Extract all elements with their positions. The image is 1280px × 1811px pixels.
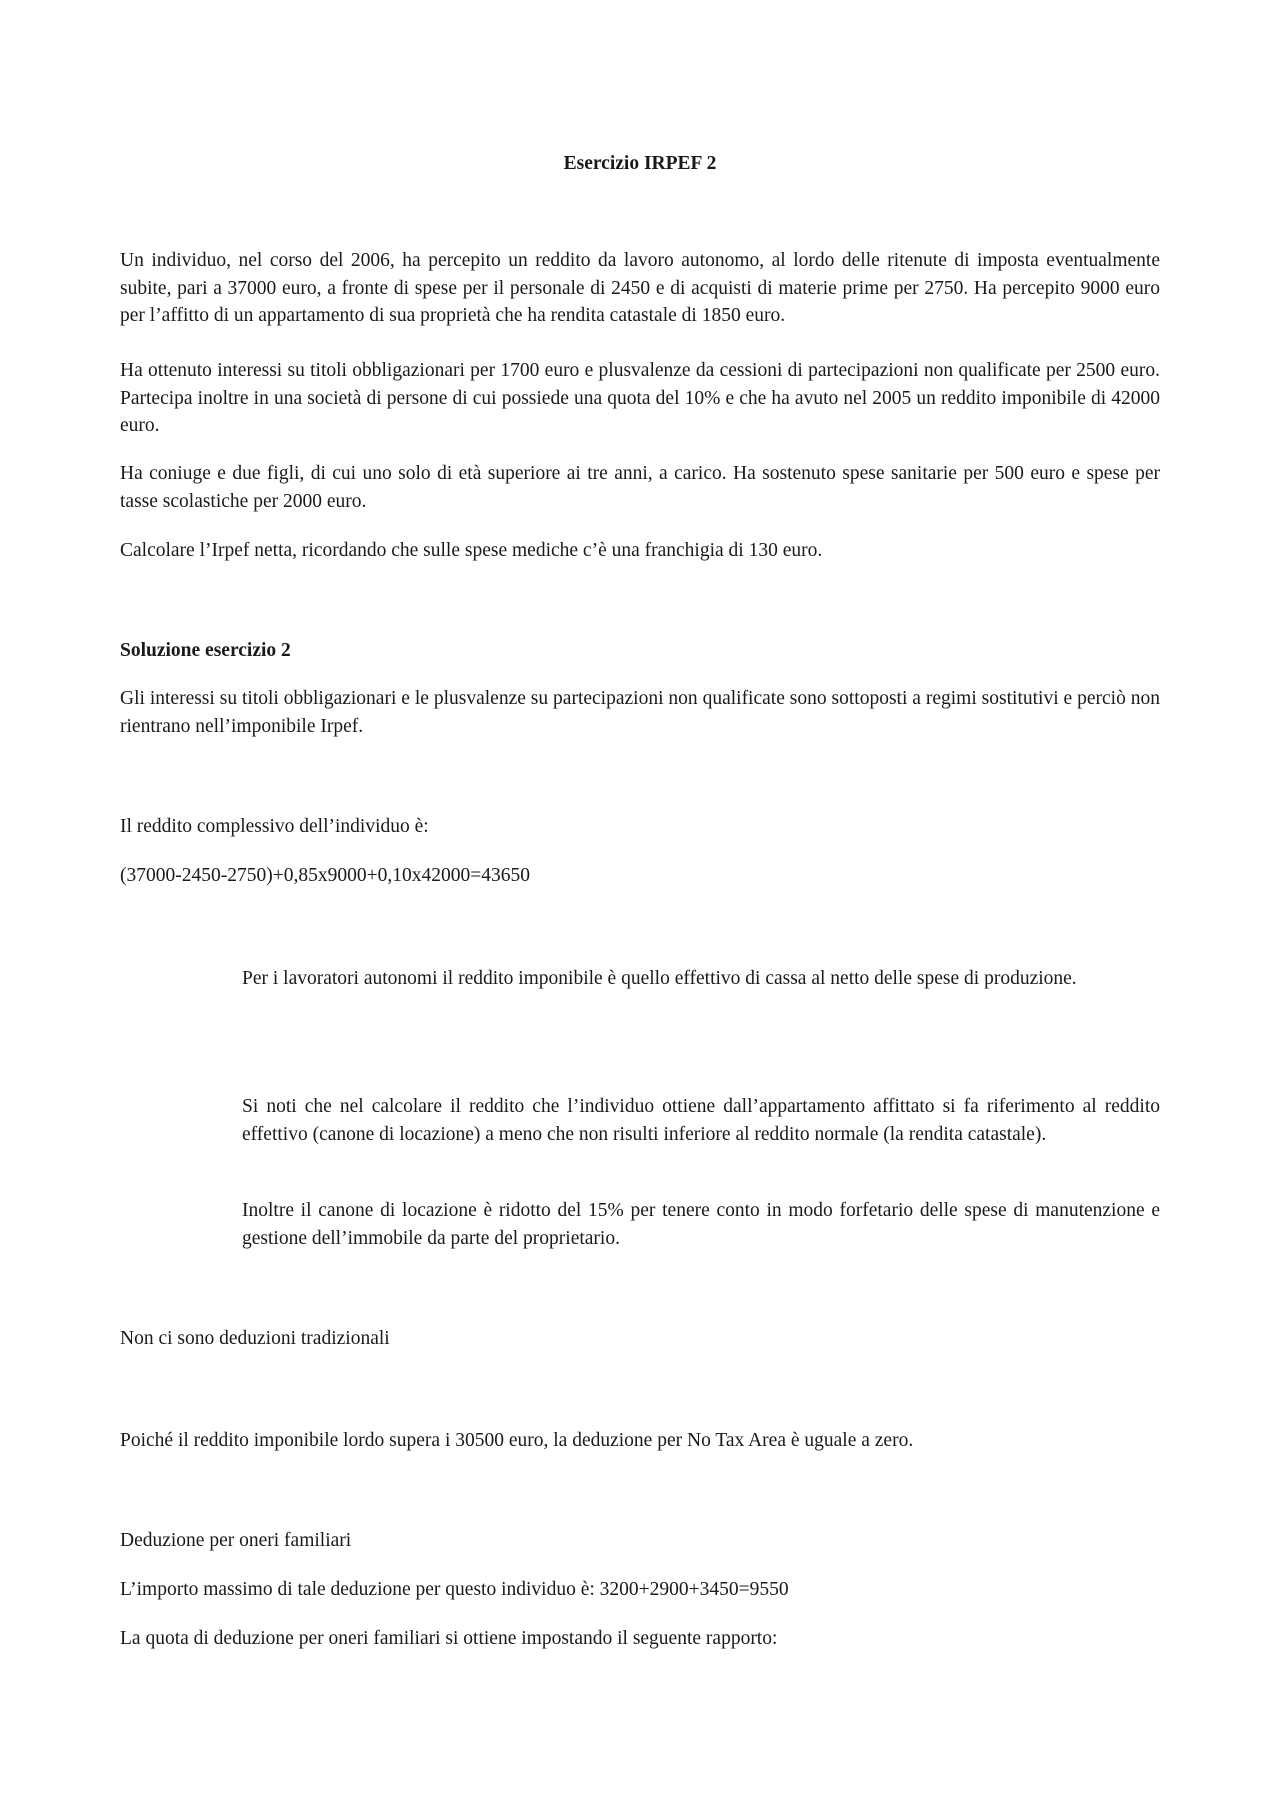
exercise-paragraph-2: Ha ottenuto interessi su titoli obbligazionari per 1700 euro e plusvalenze da cessioni di partecipazioni non qualificate per 2500 euro. Partecipa inoltre in una società di persone di cui possiede una quota del 10% e che ha avuto nel 2005 un reddito imponibile di 42000 euro. bbox=[120, 360, 1160, 436]
no-deductions-text: Non ci sono deduzioni tradizionali bbox=[120, 1328, 390, 1349]
exercise-paragraph-1: Un individuo, nel corso del 2006, ha percepito un reddito da lavoro autonomo, al lordo delle ritenute di imposta eventualmente subite, pari a 37000 euro, a fronte di spese per il personale di 2450 e di acquisti di materie prime per 2750. Ha percepito 9000 euro per l’affitto di un appartamento di sua proprietà che ha rendita catastale di 1850 euro. bbox=[120, 250, 1160, 326]
note-lavoratori-autonomi: Per i lavoratori autonomi il reddito imponibile è quello effettivo di cassa al netto delle spese di produzione. bbox=[242, 968, 1077, 989]
note-appartamento: Si noti che nel calcolare il reddito che l’individuo ottiene dall’appartamento affittato si fa riferimento al reddito effettivo (canone di locazione) a meno che non risulti inferiore al reddito normale (la rendita catastale). bbox=[242, 1096, 1160, 1145]
reddito-label: Il reddito complessivo dell’individuo è: bbox=[120, 816, 429, 837]
solution-intro: Gli interessi su titoli obbligazionari e le plusvalenze su partecipazioni non qualificate sono sottoposti a regimi sostitutivi e perciò non rientrano nell’imponibile Irpef. bbox=[120, 688, 1160, 737]
family-deduction-ratio: La quota di deduzione per oneri familiari si ottiene impostando il seguente rapporto: bbox=[120, 1628, 778, 1649]
family-deduction-max: L’importo massimo di tale deduzione per questo individuo è: 3200+2900+3450=9550 bbox=[120, 1579, 789, 1600]
exercise-question: Calcolare l’Irpef netta, ricordando che sulle spese mediche c’è una franchigia di 130 euro. bbox=[120, 540, 823, 561]
reddito-formula: (37000-2450-2750)+0,85x9000+0,10x42000=43650 bbox=[120, 865, 530, 886]
document-title: Esercizio IRPEF 2 bbox=[563, 153, 717, 174]
no-tax-area-text: Poiché il reddito imponibile lordo supera i 30500 euro, la deduzione per No Tax Area è uguale a zero. bbox=[120, 1430, 914, 1451]
family-deduction-heading: Deduzione per oneri familiari bbox=[120, 1530, 352, 1551]
solution-heading: Soluzione esercizio 2 bbox=[120, 640, 291, 661]
note-canone: Inoltre il canone di locazione è ridotto del 15% per tenere conto in modo forfetario delle spese di manutenzione e gestione dell’immobile da parte del proprietario. bbox=[242, 1200, 1160, 1249]
exercise-paragraph-3: Ha coniuge e due figli, di cui uno solo di età superiore ai tre anni, a carico. Ha sostenuto spese sanitarie per 500 euro e spese per tasse scolastiche per 2000 euro. bbox=[120, 463, 1160, 512]
